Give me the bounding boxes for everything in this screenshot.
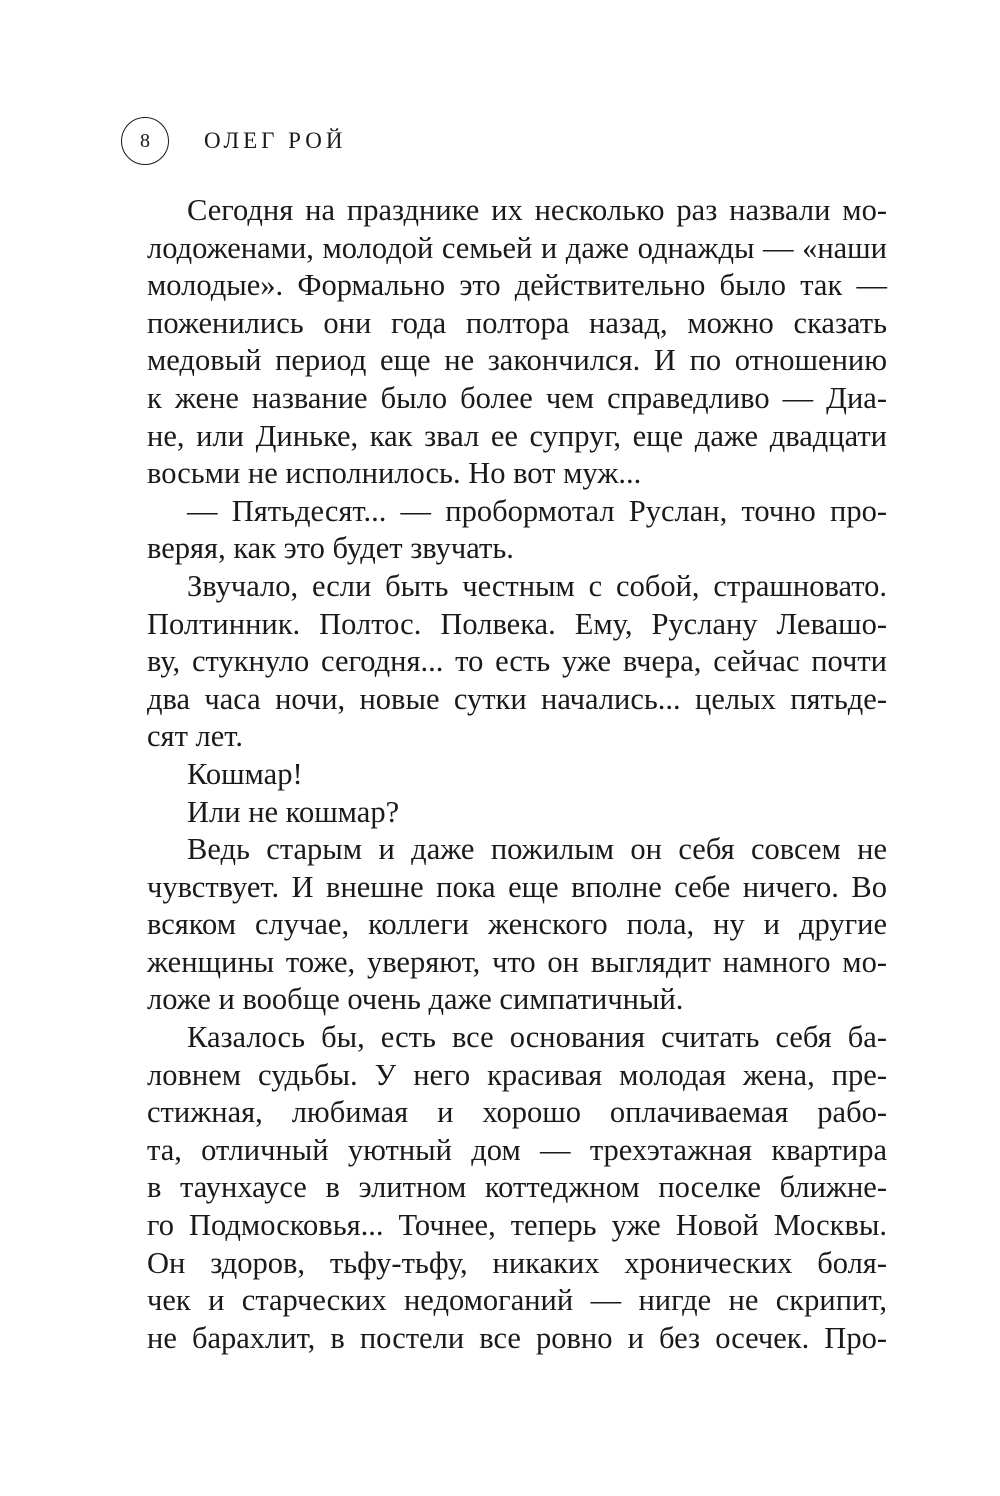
text-line: не, или Диньке, как звал ее супруг, еще даже двадцати <box>147 418 887 453</box>
text-line: та, отличный уютный дом — трехэтажная квартира <box>147 1132 887 1167</box>
text-line: го Подмосковья... Точнее, теперь уже Новой Москвы. <box>147 1208 887 1243</box>
text-line: всяком случае, коллеги женского пола, ну и другие <box>147 907 887 942</box>
text-line: лодоженами, молодой семьей и даже однажды — «наши <box>147 230 887 265</box>
text-line: молодые». Формально это действительно было так — <box>147 268 887 303</box>
text-line: ловнем судьбы. У него красивая молодая жена, пре- <box>147 1057 887 1092</box>
text-line: не барахлит, в постели все ровно и без осечек. Про- <box>147 1320 887 1355</box>
text-line: чувствует. И внешне пока еще вполне себе ничего. Во <box>147 869 887 904</box>
page-header <box>121 115 346 167</box>
text-line: Или не кошмар? <box>187 794 400 829</box>
text-line: ложе и вообще очень даже симпатичный. <box>147 982 684 1017</box>
body-text <box>147 192 887 1357</box>
text-line: к жене название было более чем справедливо — Диа- <box>147 380 887 415</box>
page-number: 8 <box>121 117 169 165</box>
text-line: медовый период еще не закончился. И по отношению <box>147 343 887 378</box>
text-line: Кошмар! <box>187 756 303 791</box>
text-line: — Пятьдесят... — пробормотал Руслан, точно про- <box>187 493 887 528</box>
text-line: поженились они года полтора назад, можно сказать <box>147 305 887 340</box>
text-line: ву, стукнуло сегодня... то есть уже вчера, сейчас почти <box>147 644 887 679</box>
text-line: чек и старческих недомоганий — нигде не скрипит, <box>147 1283 887 1318</box>
text-line: стижная, любимая и хорошо оплачиваемая рабо- <box>147 1095 887 1130</box>
text-line: женщины тоже, уверяют, что он выглядит намного мо- <box>147 944 887 979</box>
text-line: Он здоров, тьфу-тьфу, никаких хронических боля- <box>147 1245 887 1280</box>
text-line: веряя, как это будет звучать. <box>147 531 514 566</box>
text-line: Сегодня на празднике их несколько раз назвали мо- <box>187 193 887 227</box>
text-line: сят лет. <box>147 719 243 754</box>
text-line: в таунхаусе в элитном коттеджном поселке ближне- <box>147 1170 887 1205</box>
text-line: Ведь старым и даже пожилым он себя совсем не <box>187 832 887 867</box>
text-line: Звучало, если быть честным с собой, страшновато. <box>187 568 887 603</box>
text-line: восьми не исполнилось. Но вот муж... <box>147 456 642 491</box>
running-head-author: ОЛЕГ РОЙ <box>204 128 347 153</box>
text-line: Казалось бы, есть все основания считать себя ба- <box>187 1020 887 1055</box>
text-line: два часа ночи, новые сутки начались... целых пятьде- <box>147 681 887 716</box>
text-line: Полтинник. Полтос. Полвека. Ему, Руслану Левашо- <box>147 606 887 641</box>
